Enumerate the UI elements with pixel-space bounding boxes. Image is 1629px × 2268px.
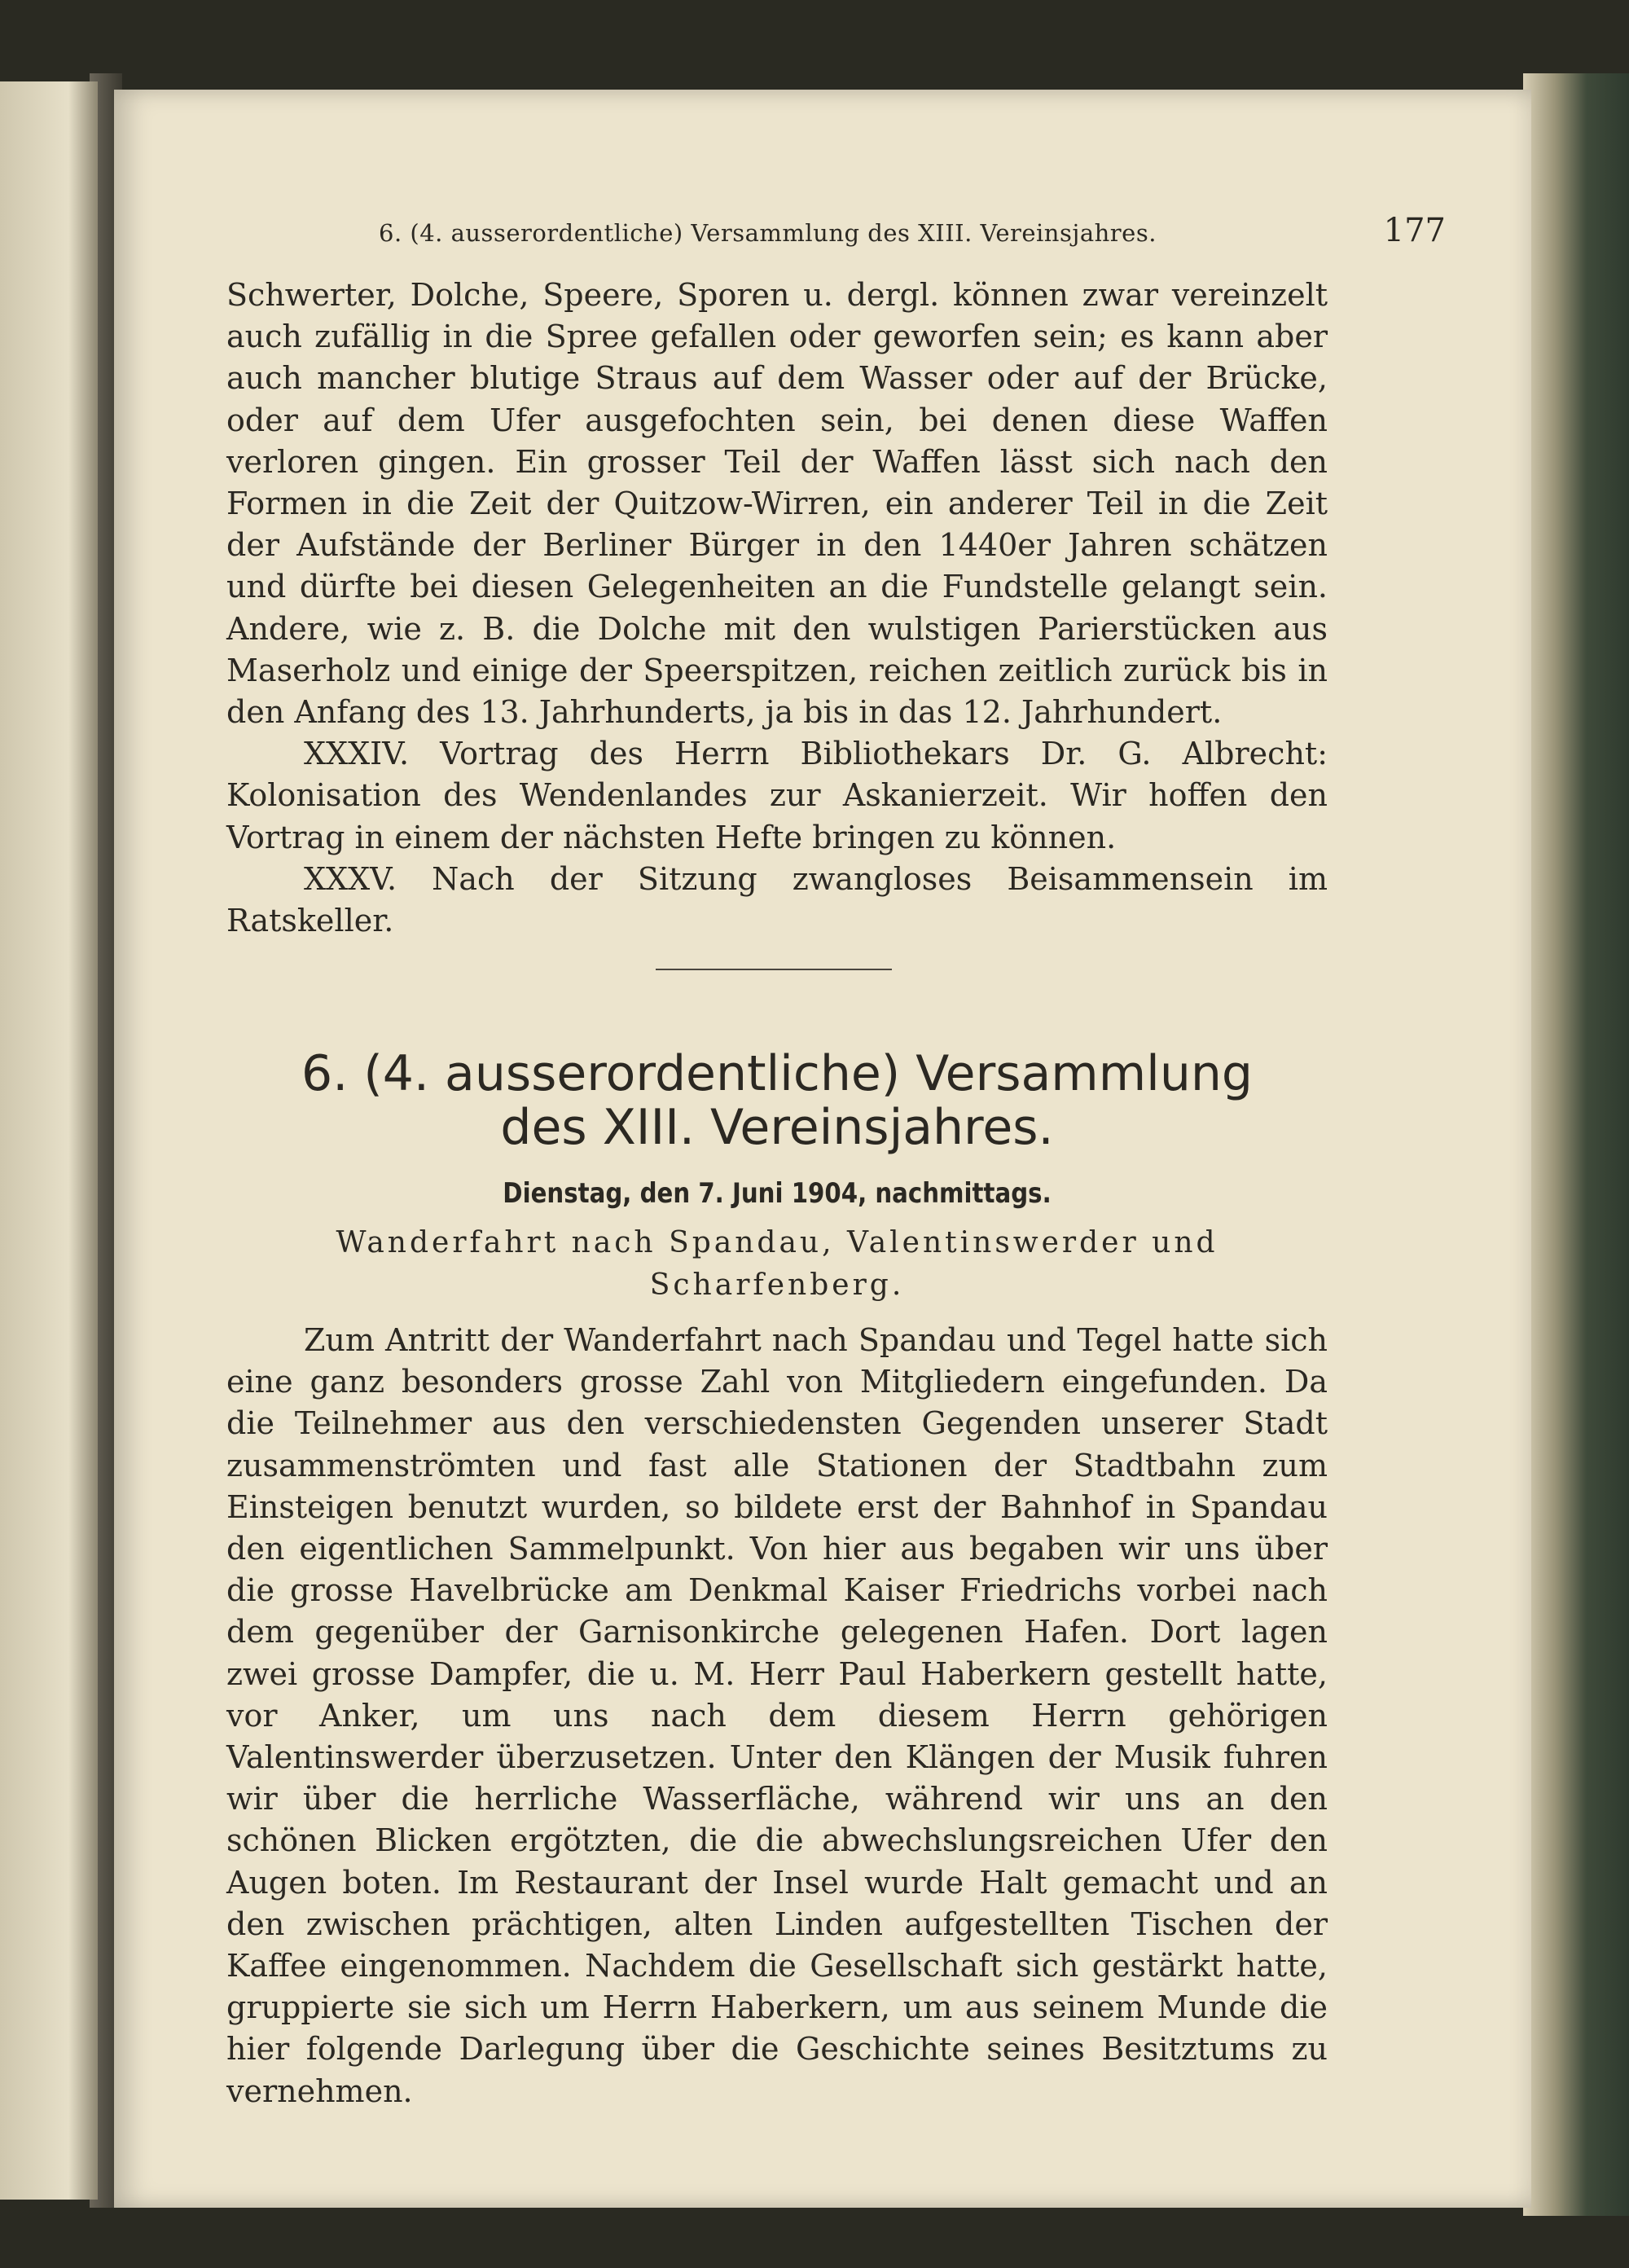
section-heading-line2: des XIII. Vereinsjahres.	[500, 1099, 1054, 1156]
top-section	[226, 275, 1328, 942]
section-body	[226, 1320, 1328, 2112]
book-page	[114, 90, 1531, 2208]
section-divider	[656, 969, 892, 970]
section-heading-line1: 6. (4. ausserordentliche) Versammlung	[301, 1045, 1253, 1102]
meeting-date: Dienstag, den 7. Juni 1904, nachmittags.	[503, 1177, 1052, 1210]
paragraph-item-xxxiv: XXXIV. Vortrag des Herrn Bibliothekars Dr. G. Albrecht: Kolonisation des Wendenlandes zur Askanierzeit. Wir hoffen den Vortrag in einem der nächsten Hefte bringen zu können.	[226, 736, 1328, 855]
paragraph-continued: Schwerter, Dolche, Speere, Sporen u. dergl. können zwar vereinzelt auch zufällig in die Spree gefallen oder geworfen sein; es kann aber auch mancher blutige Straus auf dem Wasser oder auf der Brücke, oder auf dem Ufer ausgefochten sein, bei denen diese Waffen verloren gingen. Ein grosser Teil der Waffen lässt sich nach den Formen in die Zeit der Quitzow-Wirren, ein anderer Teil in die Zeit der Aufstände der Berliner Bürger in den 1440er Jahren schätzen und dürfte bei diesen Gelegenheiten an die Fundstelle gelangt sein. Andere, wie z. B. die Dolche mit den wulstigen Parierstücken aus Maserholz und einige der Speerspitzen, reichen zeitlich zurück bis in den Anfang des 13. Jahrhunderts, ja bis in das 12. Jahrhundert.	[226, 277, 1328, 731]
running-head-title: 6. (4. ausserordentliche) Versammlung des XIII. Vereinsjahres.	[379, 219, 1157, 247]
section-heading	[226, 1047, 1328, 1154]
paragraph-item-xxxv: XXXV. Nach der Sitzung zwangloses Beisammensein im Ratskeller.	[226, 860, 1328, 939]
running-head	[379, 212, 1446, 249]
trip-title-line1: Wanderfahrt nach Spandau, Valentinswerder und	[336, 1226, 1218, 1259]
page-number: 177	[1383, 212, 1446, 249]
trip-title	[226, 1222, 1328, 1307]
left-page-edge	[0, 81, 98, 2200]
trip-title-line2: Scharfenberg.	[649, 1268, 905, 1302]
section-paragraph: Zum Antritt der Wanderfahrt nach Spandau und Tegel hatte sich eine ganz besonders grosse Zahl von Mitgliedern eingefunden. Da die Teilnehmer aus den verschiedensten Gegenden unserer Stadt zusammenströmten und fast alle Stationen der Stadtbahn zum Einsteigen benutzt wurden, so bildete erst der Bahnhof in Spandau den eigentlichen Sammelpunkt. Von hier aus begaben wir uns über die grosse Havelbrücke am Denkmal Kaiser Friedrichs vorbei nach dem gegenüber der Garnisonkirche gelegenen Hafen. Dort lagen zwei grosse Dampfer, die u. M. Herr Paul Haberkern gestellt hatte, vor Anker, um uns nach dem diesem Herrn gehörigen Valentinswerder überzusetzen. Unter den Klängen der Musik fuhren wir über die herrliche Wasserfläche, während wir uns an den schönen Blicken ergötzten, die die abwechslungsreichen Ufer den Augen boten. Im Restaurant der Insel wurde Halt gemacht und an den zwischen prächtigen, alten Linden aufgestellten Tischen der Kaffee eingenommen. Nachdem die Gesellschaft sich gestärkt hatte, gruppierte sie sich um Herrn Haberkern, um aus seinem Munde die hier folgende Darlegung über die Geschichte seines Besitztums zu vernehmen.	[226, 1322, 1328, 2109]
book-cover-edge	[1523, 73, 1629, 2216]
